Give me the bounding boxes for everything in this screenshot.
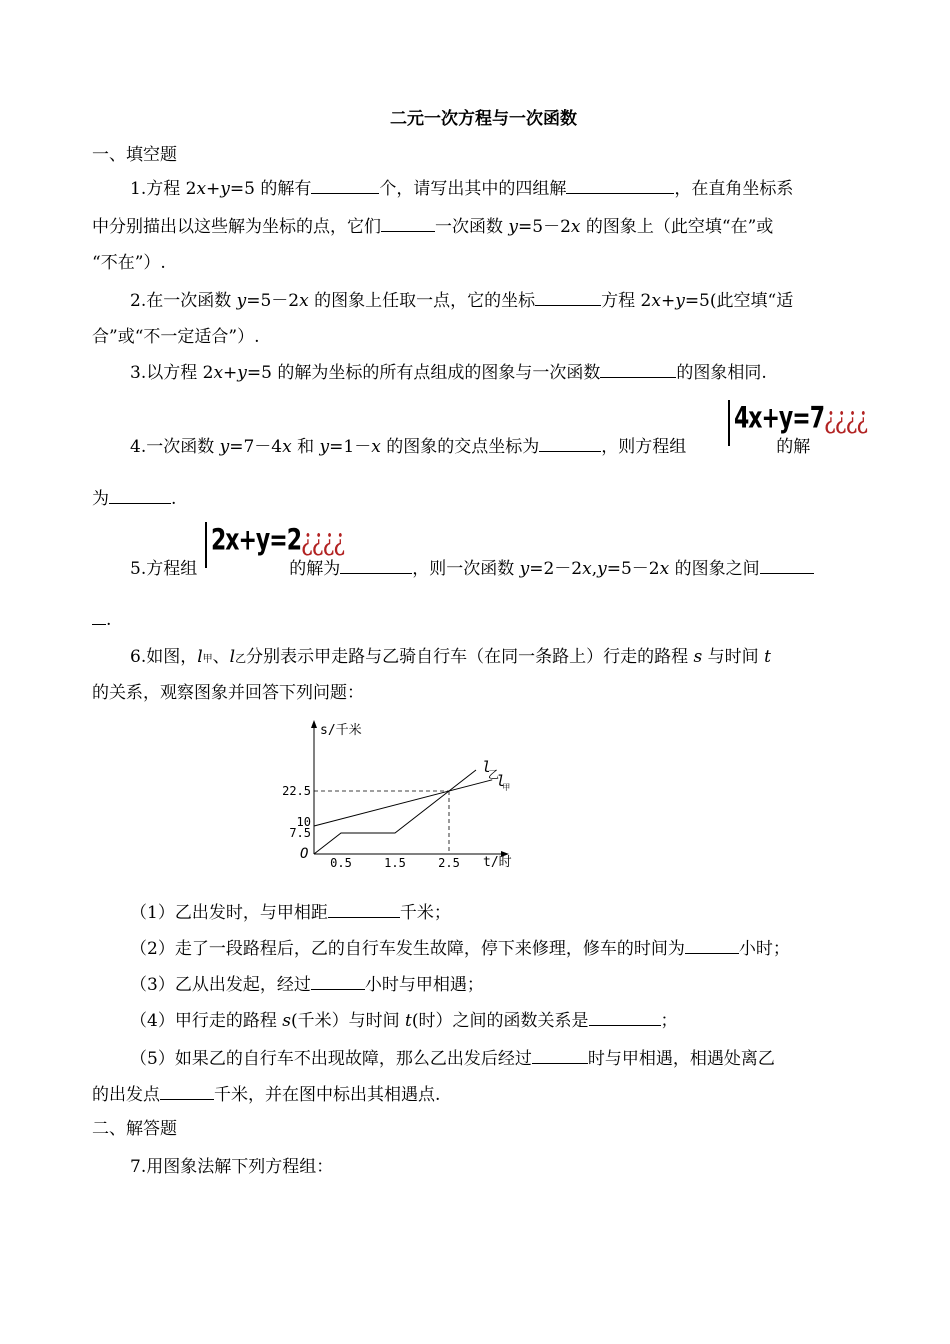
answer-blank[interactable] bbox=[600, 359, 676, 378]
series-label-jia: l bbox=[496, 771, 506, 790]
series-line-jia bbox=[314, 780, 492, 826]
series-label-yi: l bbox=[482, 758, 492, 776]
answer-blank[interactable] bbox=[160, 1081, 214, 1100]
page-title: 二元一次方程与一次函数 bbox=[390, 109, 577, 129]
question-5-line-1: 5.方程组 的解为 ，则一次函数 y=2－2x,y=5－2x 的图象之间 bbox=[130, 554, 814, 579]
question-2-line-1: 2.在一次函数 y=5－2x 的图象上任取一点，它的坐标 方程 2x+y=5(此空填“适 bbox=[130, 286, 793, 311]
y-tick-label: 22.5 bbox=[282, 784, 311, 798]
question-6-part-5-line-2: 的出发点 千米，并在图中标出其相遇点. bbox=[92, 1080, 440, 1105]
brace bbox=[728, 400, 730, 446]
y-axis-label: s/千米 bbox=[320, 723, 362, 738]
y-tick-label: 10 bbox=[296, 815, 311, 829]
series-label-sub-yi: 乙 bbox=[488, 768, 499, 781]
answer-blank[interactable] bbox=[566, 175, 674, 194]
answer-blank[interactable] bbox=[328, 899, 400, 918]
answer-blank[interactable] bbox=[760, 555, 814, 574]
x-tick-label: 0.5 bbox=[330, 856, 352, 870]
equation-system-image-5: 2x+y=2¿¿¿¿ bbox=[205, 522, 297, 570]
answer-blank[interactable] bbox=[539, 433, 601, 452]
answer-blank[interactable] bbox=[685, 935, 739, 954]
answer-blank[interactable] bbox=[340, 555, 412, 574]
answer-blank[interactable] bbox=[109, 485, 171, 504]
question-6-part-3: （3）乙从出发起，经过 小时与甲相遇； bbox=[130, 970, 484, 995]
answer-blank[interactable] bbox=[311, 971, 365, 990]
section-heading-answer: 二、解答题 bbox=[92, 1119, 177, 1139]
x-tick-label: 1.5 bbox=[384, 856, 406, 870]
question-5-line-2: . bbox=[92, 606, 111, 630]
question-7: 7.用图象法解下列方程组： bbox=[130, 1157, 334, 1177]
answer-blank[interactable] bbox=[381, 213, 435, 232]
series-label-sub-jia: 甲 bbox=[502, 782, 511, 792]
question-6-line-2: 的关系，观察图象并回答下列问题： bbox=[92, 683, 364, 703]
question-1-line-3: “不在”）. bbox=[92, 253, 166, 273]
origin-label: O bbox=[300, 846, 309, 862]
question-4-line-1: 4.一次函数 y=7－4x 和 y=1－x 的图象的交点坐标为 ，则方程组 的解 bbox=[130, 432, 810, 457]
question-4-line-2: 为 . bbox=[92, 484, 176, 509]
answer-blank[interactable] bbox=[589, 1007, 661, 1026]
equation-system-image-4: 4x+y=7¿¿¿¿ bbox=[728, 400, 820, 448]
y-tick-label: 7.5 bbox=[289, 826, 311, 840]
answer-blank[interactable] bbox=[535, 287, 601, 306]
answer-blank[interactable] bbox=[532, 1045, 588, 1064]
question-6-part-5-line-1: （5）如果乙的自行车不出现故障，那么乙出发后经过 时与甲相遇，相遇处离乙 bbox=[130, 1044, 775, 1069]
question-1-line-2: 中分别描出以这些解为坐标的点，它们 一次函数 y=5－2x 的图象上（此空填“在”或 bbox=[92, 212, 773, 237]
x-axis-label: t/时 bbox=[483, 855, 512, 870]
question-6-part-1: （1）乙出发时，与甲相距 千米； bbox=[130, 898, 451, 923]
series-line-yi bbox=[314, 770, 476, 854]
answer-blank[interactable] bbox=[92, 606, 106, 625]
question-6-part-2: （2）走了一段路程后，乙的自行车发生故障，停下来修理，修车的时间为 小时； bbox=[130, 934, 790, 959]
section-heading-fill-blank: 一、填空题 bbox=[92, 145, 177, 165]
x-tick-label: 2.5 bbox=[438, 856, 460, 870]
question-2-line-2: 合”或“不一定适合”）. bbox=[92, 327, 260, 347]
distance-time-chart bbox=[270, 714, 530, 874]
question-1-line-1: 1.方程 2x+y=5 的解有 个，请写出其中的四组解 ，在直角坐标系 bbox=[130, 174, 793, 199]
question-3: 3.以方程 2x+y=5 的解为坐标的所有点组成的图象与一次函数 的图象相同. bbox=[130, 358, 767, 383]
question-6-part-4: （4）甲行走的路程 s(千米）与时间 t(时）之间的函数关系是 ； bbox=[130, 1006, 678, 1031]
brace bbox=[205, 522, 207, 568]
answer-blank[interactable] bbox=[311, 175, 379, 194]
question-6-line-1: 6.如图，l甲、l乙分别表示甲走路与乙骑自行车（在同一条路上）行走的路程 s 与时间 t bbox=[130, 647, 771, 667]
y-axis-arrow bbox=[311, 720, 317, 728]
